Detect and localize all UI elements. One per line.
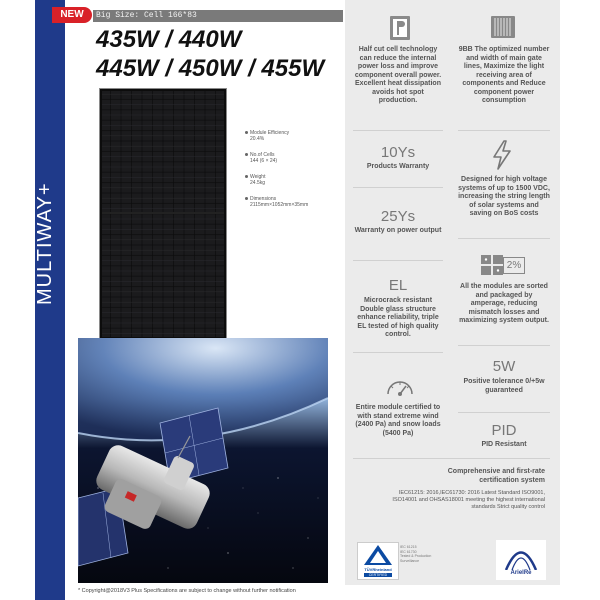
certification-heading: Comprehensive and first-rate certification system (447, 468, 545, 484)
wind-load-text: Entire module certified to with stand extreme wind (2400 Pa) and snow loads (5400 Pa) (355, 404, 441, 437)
pid-value: PID (491, 422, 517, 439)
divider (458, 412, 550, 413)
busbar-text: 9BB The optimized number and width of main gate lines, Maximize the light receiving area of components and Reduce component power consumption (458, 46, 550, 104)
divider (353, 352, 443, 353)
el-text: Microcrack resistant Double glass structure enhance reliability, triple EL tested of high quality control. (357, 297, 439, 338)
spec-weight: Weight 24.5kg (245, 174, 265, 186)
high-voltage-text: Designed for high voltage systems of up to 1500 VDC, increasing the string length of solar systems and saving on BoS costs (458, 176, 550, 217)
half-cut-cell-icon (389, 15, 411, 41)
arielre-arc-icon (496, 540, 546, 570)
divider (458, 130, 550, 131)
divider (353, 187, 443, 188)
products-warranty-value: 10Ys (380, 144, 416, 161)
bullet-icon (245, 197, 248, 200)
sorting-percent: 2% (503, 257, 525, 274)
divider (458, 238, 550, 239)
certification-standards: IEC61215: 2016,IEC61730: 2016 Latest Standard ISO9001, ISO14001 and OHSAS18001 meeting the highest international standards Strict quality control (392, 490, 545, 510)
products-warranty-label: Products Warranty (366, 163, 430, 170)
spec-dimensions: Dimensions 2115mm×1052mm×35mm (245, 196, 308, 208)
tuv-triangle-icon (358, 543, 398, 567)
new-badge: NEW (52, 7, 92, 23)
satellite-space-image (78, 338, 328, 583)
power-ratings-line2: 445W / 450W / 455W (96, 55, 325, 82)
arielre-logo: ArielRe (496, 540, 546, 580)
lightning-icon (490, 140, 514, 170)
divider (458, 345, 550, 346)
power-warranty-label: Warranty on power output (354, 227, 442, 234)
pid-text: PID Resistant (481, 441, 527, 448)
divider (353, 130, 443, 131)
spec-cells: No.of Cells 144 (6 × 24) (245, 152, 277, 164)
copyright-footer: * Copyright@2018V3 Plus Specifications are subject to change without further notification (78, 588, 296, 594)
solar-panel-image (99, 88, 227, 340)
power-ratings-line1: 435W / 440W (96, 26, 242, 53)
bullet-icon (245, 175, 248, 178)
sorting-icon (480, 254, 504, 276)
cell-size-label: Big Size: Cell 166*83 (96, 11, 197, 20)
series-name: MULTIWAY+ (34, 182, 56, 305)
half-cut-text: Half cut cell technology can reduce the internal power loss and improve component overall power. Excellent heat dissipation avoids hot spot production. (354, 46, 442, 104)
bullet-icon (245, 131, 248, 134)
busbar-icon (490, 15, 516, 39)
el-value: EL (388, 277, 408, 294)
gauge-icon (385, 374, 415, 400)
tuv-logo: TÜVRheinland CERTIFIED (357, 542, 399, 580)
tuv-codes: IEC 61215 IEC 61730 Tested & Production Surveillance (400, 545, 432, 563)
power-warranty-value: 25Ys (380, 208, 416, 225)
spec-efficiency: Module Efficiency 20.4% (245, 130, 289, 142)
divider (353, 458, 550, 459)
tolerance-text: Positive tolerance 0/+5w guaranteed (463, 378, 545, 394)
sorting-text: All the modules are sorted and packaged by amperage, reducing mismatch losses and maximizing system output. (459, 283, 549, 324)
bullet-icon (245, 153, 248, 156)
divider (353, 260, 443, 261)
tolerance-value: 5W (492, 358, 516, 375)
